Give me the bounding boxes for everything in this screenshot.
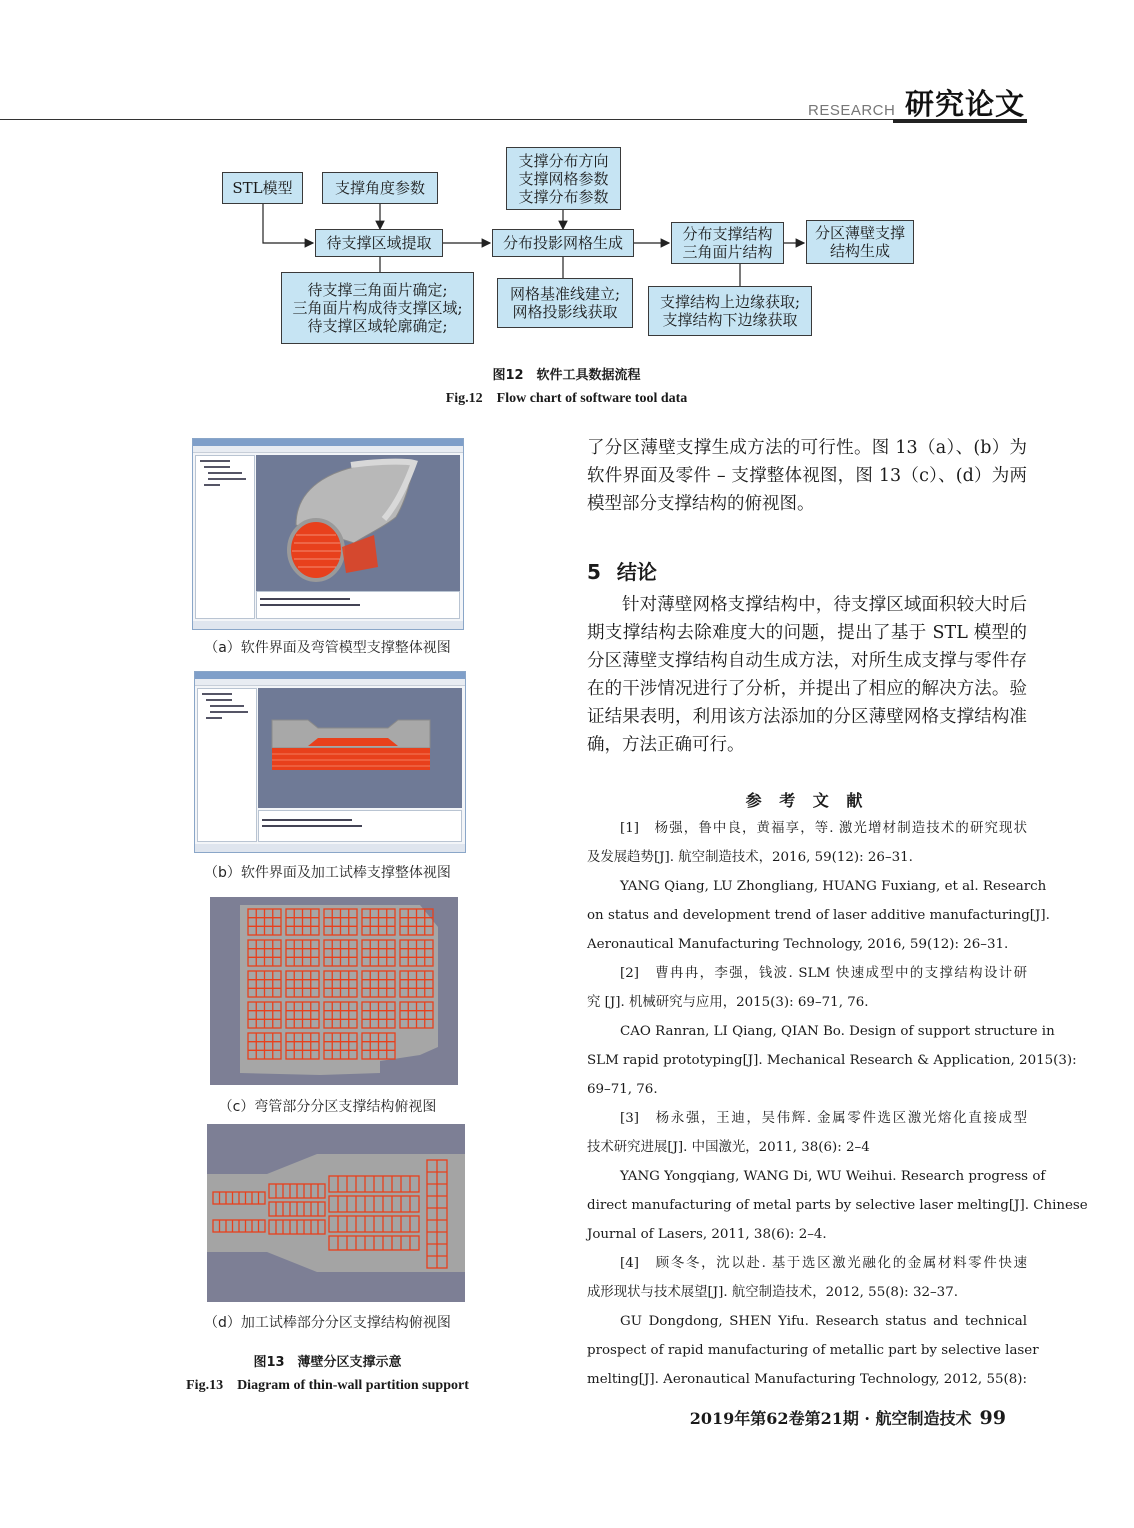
figure-13a-caption: （a）软件界面及弯管模型支撑整体视图 bbox=[204, 640, 451, 656]
reference-line: YANG Yongqiang, WANG Di, WU Weihui. Research progress of bbox=[620, 1169, 1046, 1184]
app-menubar bbox=[193, 446, 463, 453]
reference-line: CAO Ranran, LI Qiang, QIAN Bo. Design of support structure in bbox=[620, 1024, 1055, 1039]
reference-line: prospect of rapid manufacturing of metallic part by selective laser bbox=[587, 1343, 1039, 1358]
reference-line: 69–71, 76. bbox=[587, 1082, 658, 1097]
box-edge-detail: 支撑结构上边缘获取; 支撑结构下边缘获取 bbox=[648, 286, 812, 336]
output-log-panel bbox=[256, 591, 460, 619]
box-region-extraction: 待支撑区域提取 bbox=[315, 229, 443, 257]
test-bar-model-render bbox=[258, 688, 459, 808]
box-support-angle-params: 支撑角度参数 bbox=[322, 172, 438, 204]
figure-13b-screenshot bbox=[194, 671, 466, 853]
reference-line: melting[J]. Aeronautical Manufacturing Technology, 2012, 55(8): bbox=[587, 1372, 1027, 1387]
box-region-detail: 待支撑三角面片确定; 三角面片构成待支撑区域; 待支撑区域轮廓确定; bbox=[281, 272, 474, 344]
header-english-label: RESEARCH bbox=[808, 102, 896, 119]
reference-line: [3] 杨永强，王迪，吴伟辉. 金属零件选区激光熔化直接成型 bbox=[620, 1111, 1027, 1126]
model-tree-panel bbox=[197, 688, 257, 842]
references-list bbox=[587, 814, 1088, 1394]
box-triangle-structure: 分布支撑结构 三角面片结构 bbox=[671, 222, 784, 264]
app-statusbar bbox=[195, 844, 465, 852]
conclusion-paragraph: 针对薄壁网格支撑结构中，待支撑区域面积较大时后期支撑结构去除难度大的问题，提出了基于 STL 模型的分区薄壁支撑结构自动生成方法，对所生成支撑与零件存在的干涉情况进行了分析，并提出了相应的解决方法。验证结果表明，利用该方法添加的分区薄壁网格支撑结构准确，方法正确可行。 bbox=[587, 595, 1027, 755]
reference-line: [1] 杨强，鲁中良，黄福享，等. 激光增材制造技术的研究现状 bbox=[620, 821, 1027, 836]
figure-13b-caption: （b）软件界面及加工试棒支撑整体视图 bbox=[204, 865, 451, 881]
box-stl-model: STL模型 bbox=[222, 172, 303, 204]
figure-13a-screenshot bbox=[192, 438, 464, 630]
reference-line: [4] 顾冬冬，沈以赴. 基于选区激光融化的金属材料零件快速 bbox=[620, 1256, 1027, 1271]
footer-journal: 2019年第62卷第21期 · 航空制造技术 bbox=[689, 1409, 972, 1428]
section-title: 结论 bbox=[616, 560, 657, 584]
figure-13c-image bbox=[210, 897, 458, 1085]
test-bar-partition-grid bbox=[207, 1124, 465, 1302]
header-section-label: 研究论文 bbox=[905, 87, 1026, 121]
box-partition-generation: 分区薄壁支撑 结构生成 bbox=[806, 220, 914, 264]
reference-line: direct manufacturing of metal parts by selective laser melting[J]. Chinese bbox=[587, 1198, 1088, 1213]
model-tree-panel bbox=[195, 455, 255, 619]
figure-13d-caption: （d）加工试棒部分分区支撑结构俯视图 bbox=[204, 1315, 451, 1331]
reference-line: Aeronautical Manufacturing Technology, 2016, 59(12): 26–31. bbox=[587, 937, 1009, 952]
app-statusbar bbox=[193, 621, 463, 629]
reference-line: 究 [J]. 机械研究与应用，2015(3): 69–71, 76. bbox=[587, 995, 869, 1010]
3d-viewport bbox=[256, 455, 460, 591]
figure-13-caption-cn: 图13 薄壁分区支撑示意 bbox=[253, 1355, 402, 1370]
reference-line: Journal of Lasers, 2011, 38(6): 2–4. bbox=[587, 1227, 827, 1242]
reference-line: SLM rapid prototyping[J]. Mechanical Research & Application, 2015(3): bbox=[587, 1053, 1077, 1068]
arrow-stl-to-extract bbox=[263, 204, 313, 243]
reference-line: YANG Qiang, LU Zhongliang, HUANG Fuxiang, et al. Research bbox=[620, 879, 1047, 894]
page-number: 99 bbox=[979, 1407, 1006, 1429]
page-footer bbox=[690, 1406, 1006, 1429]
reference-line: 技术研究进展[J]. 中国激光，2011, 38(6): 2–4 bbox=[587, 1140, 870, 1155]
reference-line: GU Dongdong, SHEN Yifu. Research status and technical bbox=[620, 1314, 1027, 1329]
references-heading: 参 考 文 献 bbox=[745, 791, 869, 810]
pipe-model-render bbox=[256, 455, 457, 590]
reference-line: on status and development trend of laser additive manufacturing[J]. bbox=[587, 908, 1050, 923]
figure-13c-caption: （c）弯管部分分区支撑结构俯视图 bbox=[218, 1099, 437, 1115]
box-distribution-params: 支撑分布方向 支撑网格参数 支撑分布参数 bbox=[506, 147, 621, 210]
section-5-heading bbox=[587, 556, 657, 585]
section-number: 5 bbox=[587, 560, 601, 584]
app-menubar bbox=[195, 679, 465, 686]
reference-line: [2] 曹冉冉，李强，钱波. SLM 快速成型中的支撑结构设计研 bbox=[620, 966, 1027, 981]
app-titlebar bbox=[193, 439, 463, 446]
figure-13-caption-en: Fig.13 Diagram of thin-wall partition support bbox=[186, 1378, 469, 1393]
figure-12-caption-en: Fig.12 Flow chart of software tool data bbox=[445, 391, 688, 406]
intro-paragraph: 了分区薄壁支撑生成方法的可行性。图 13（a）、(b）为软件界面及零件 – 支撑整体视图，图 13（c）、(d）为两模型部分支撑结构的俯视图。 bbox=[587, 438, 1027, 514]
3d-viewport bbox=[258, 688, 462, 808]
figure-12-caption-cn: 图12 软件工具数据流程 bbox=[492, 368, 641, 383]
box-grid-generation: 分布投影网格生成 bbox=[492, 229, 634, 257]
output-log-panel bbox=[258, 810, 462, 842]
pipe-partition-grid bbox=[210, 897, 458, 1085]
box-grid-detail: 网格基准线建立; 网格投影线获取 bbox=[497, 278, 633, 328]
reference-line: 及发展趋势[J]. 航空制造技术，2016, 59(12): 26–31. bbox=[587, 850, 913, 865]
reference-line: 成形现状与技术展望[J]. 航空制造技术，2012, 55(8): 32–37. bbox=[587, 1285, 958, 1300]
app-titlebar bbox=[195, 672, 465, 679]
figure-13d-image bbox=[207, 1124, 465, 1302]
